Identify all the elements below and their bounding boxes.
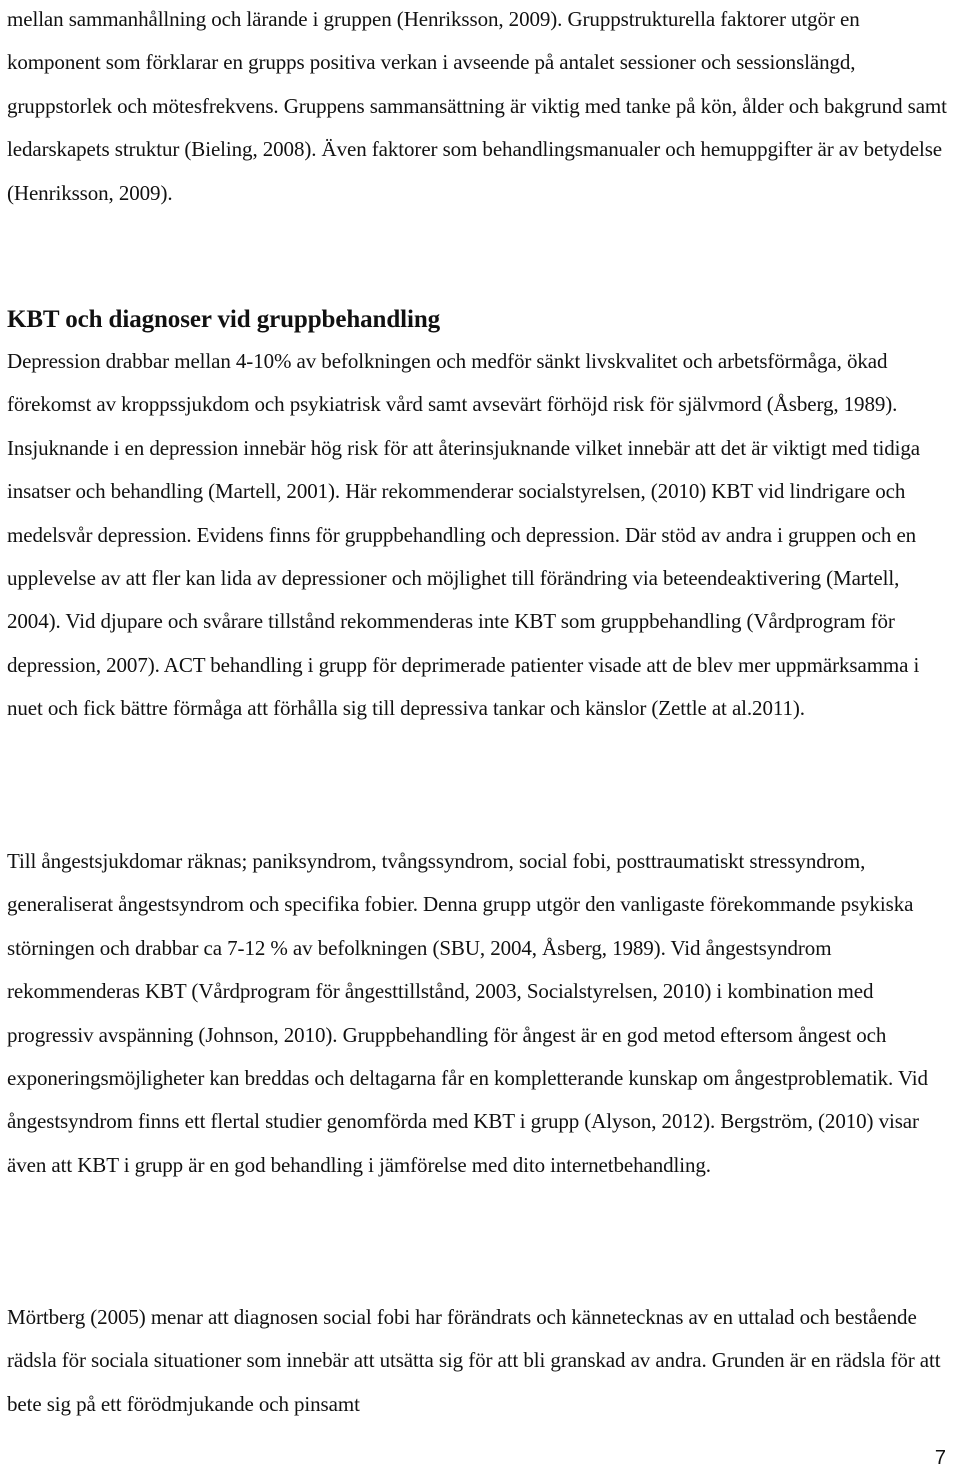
paragraph-intro-continued: mellan sammanhållning och lärande i gruppen (Henriksson, 2009). Gruppstrukturella faktorer utgör en komponent som förklarar en grupps positiva verkan i avseende på antalet sessioner och sessionslängd, gruppstorlek och mötesfrekvens. Gruppens sammansättning är viktig med tanke på kön, ålder och bakgrund samt ledarskapets struktur (Bieling, 2008). Även faktorer som behandlingsmanualer och hemuppgifter är av betydelse (Henriksson, 2009).: [7, 7, 947, 205]
paragraph-social-phobia: Mörtberg (2005) menar att diagnosen social fobi har förändrats och kännetecknas av en uttalad och bestående rädsla för sociala situationer som innebär att utsätta sig för att bli granskad av andra. Grunden är en rädsla för att bete sig på ett förödmjukande och pinsamt: [7, 1305, 941, 1416]
section-heading: KBT och diagnoser vid gruppbehandling: [7, 306, 441, 333]
paragraph-anxiety: Till ångestsjukdomar räknas; paniksyndrom, tvångssyndrom, social fobi, posttraumatiskt stressyndrom, generaliserat ångestsyndrom och specifika fobier. Denna grupp utgör den vanligaste förekommande psykiska störningen och drabbar ca 7-12 % av befolkningen (SBU, 2004, Åsberg, 1989). Vid ångestsyndrom rekommenderas KBT (Vårdprogram för ångesttillstånd, 2003, Socialstyrelsen, 2010) i kombination med progressiv avspänning (Johnson, 2010). Gruppbehandling för ångest är en god metod eftersom ångest och exponeringsmöjligheter kan breddas och deltagarna får en kompletterande kunskap om ångestproblematik. Vid ångestsyndrom finns ett flertal studier genomförda med KBT i grupp (Alyson, 2012). Bergström, (2010) visar även att KBT i grupp är en god behandling i jämförelse med dito internetbehandling.: [7, 849, 928, 1177]
paragraph-depression: Depression drabbar mellan 4-10% av befolkningen och medför sänkt livskvalitet och arbetsförmåga, ökad förekomst av kroppssjukdom och psykiatrisk vård samt avsevärt förhöjd risk för självmord (Åsberg, 1989). Insjuknande i en depression innebär hög risk för att återinsjuknande vilket innebär att det är viktigt med tidiga insatser och behandling (Martell, 2001). Här rekommenderar socialstyrelsen, (2010) KBT vid lindrigare och medelsvår depression. Evidens finns för gruppbehandling och depression. Där stöd av andra i gruppen och en upplevelse av att fler kan lida av depressioner och möjlighet till förändring via beteendeaktivering (Martell, 2004). Vid djupare och svårare tillstånd rekommenderas inte KBT som gruppbehandling (Vårdprogram för depression, 2007). ACT behandling i grupp för deprimerade patienter visade att de blev mer uppmärksamma i nuet och fick bättre förmåga att förhålla sig till depressiva tankar och känslor (Zettle at al.2011).: [7, 349, 921, 721]
page-number: 7: [934, 1447, 946, 1469]
